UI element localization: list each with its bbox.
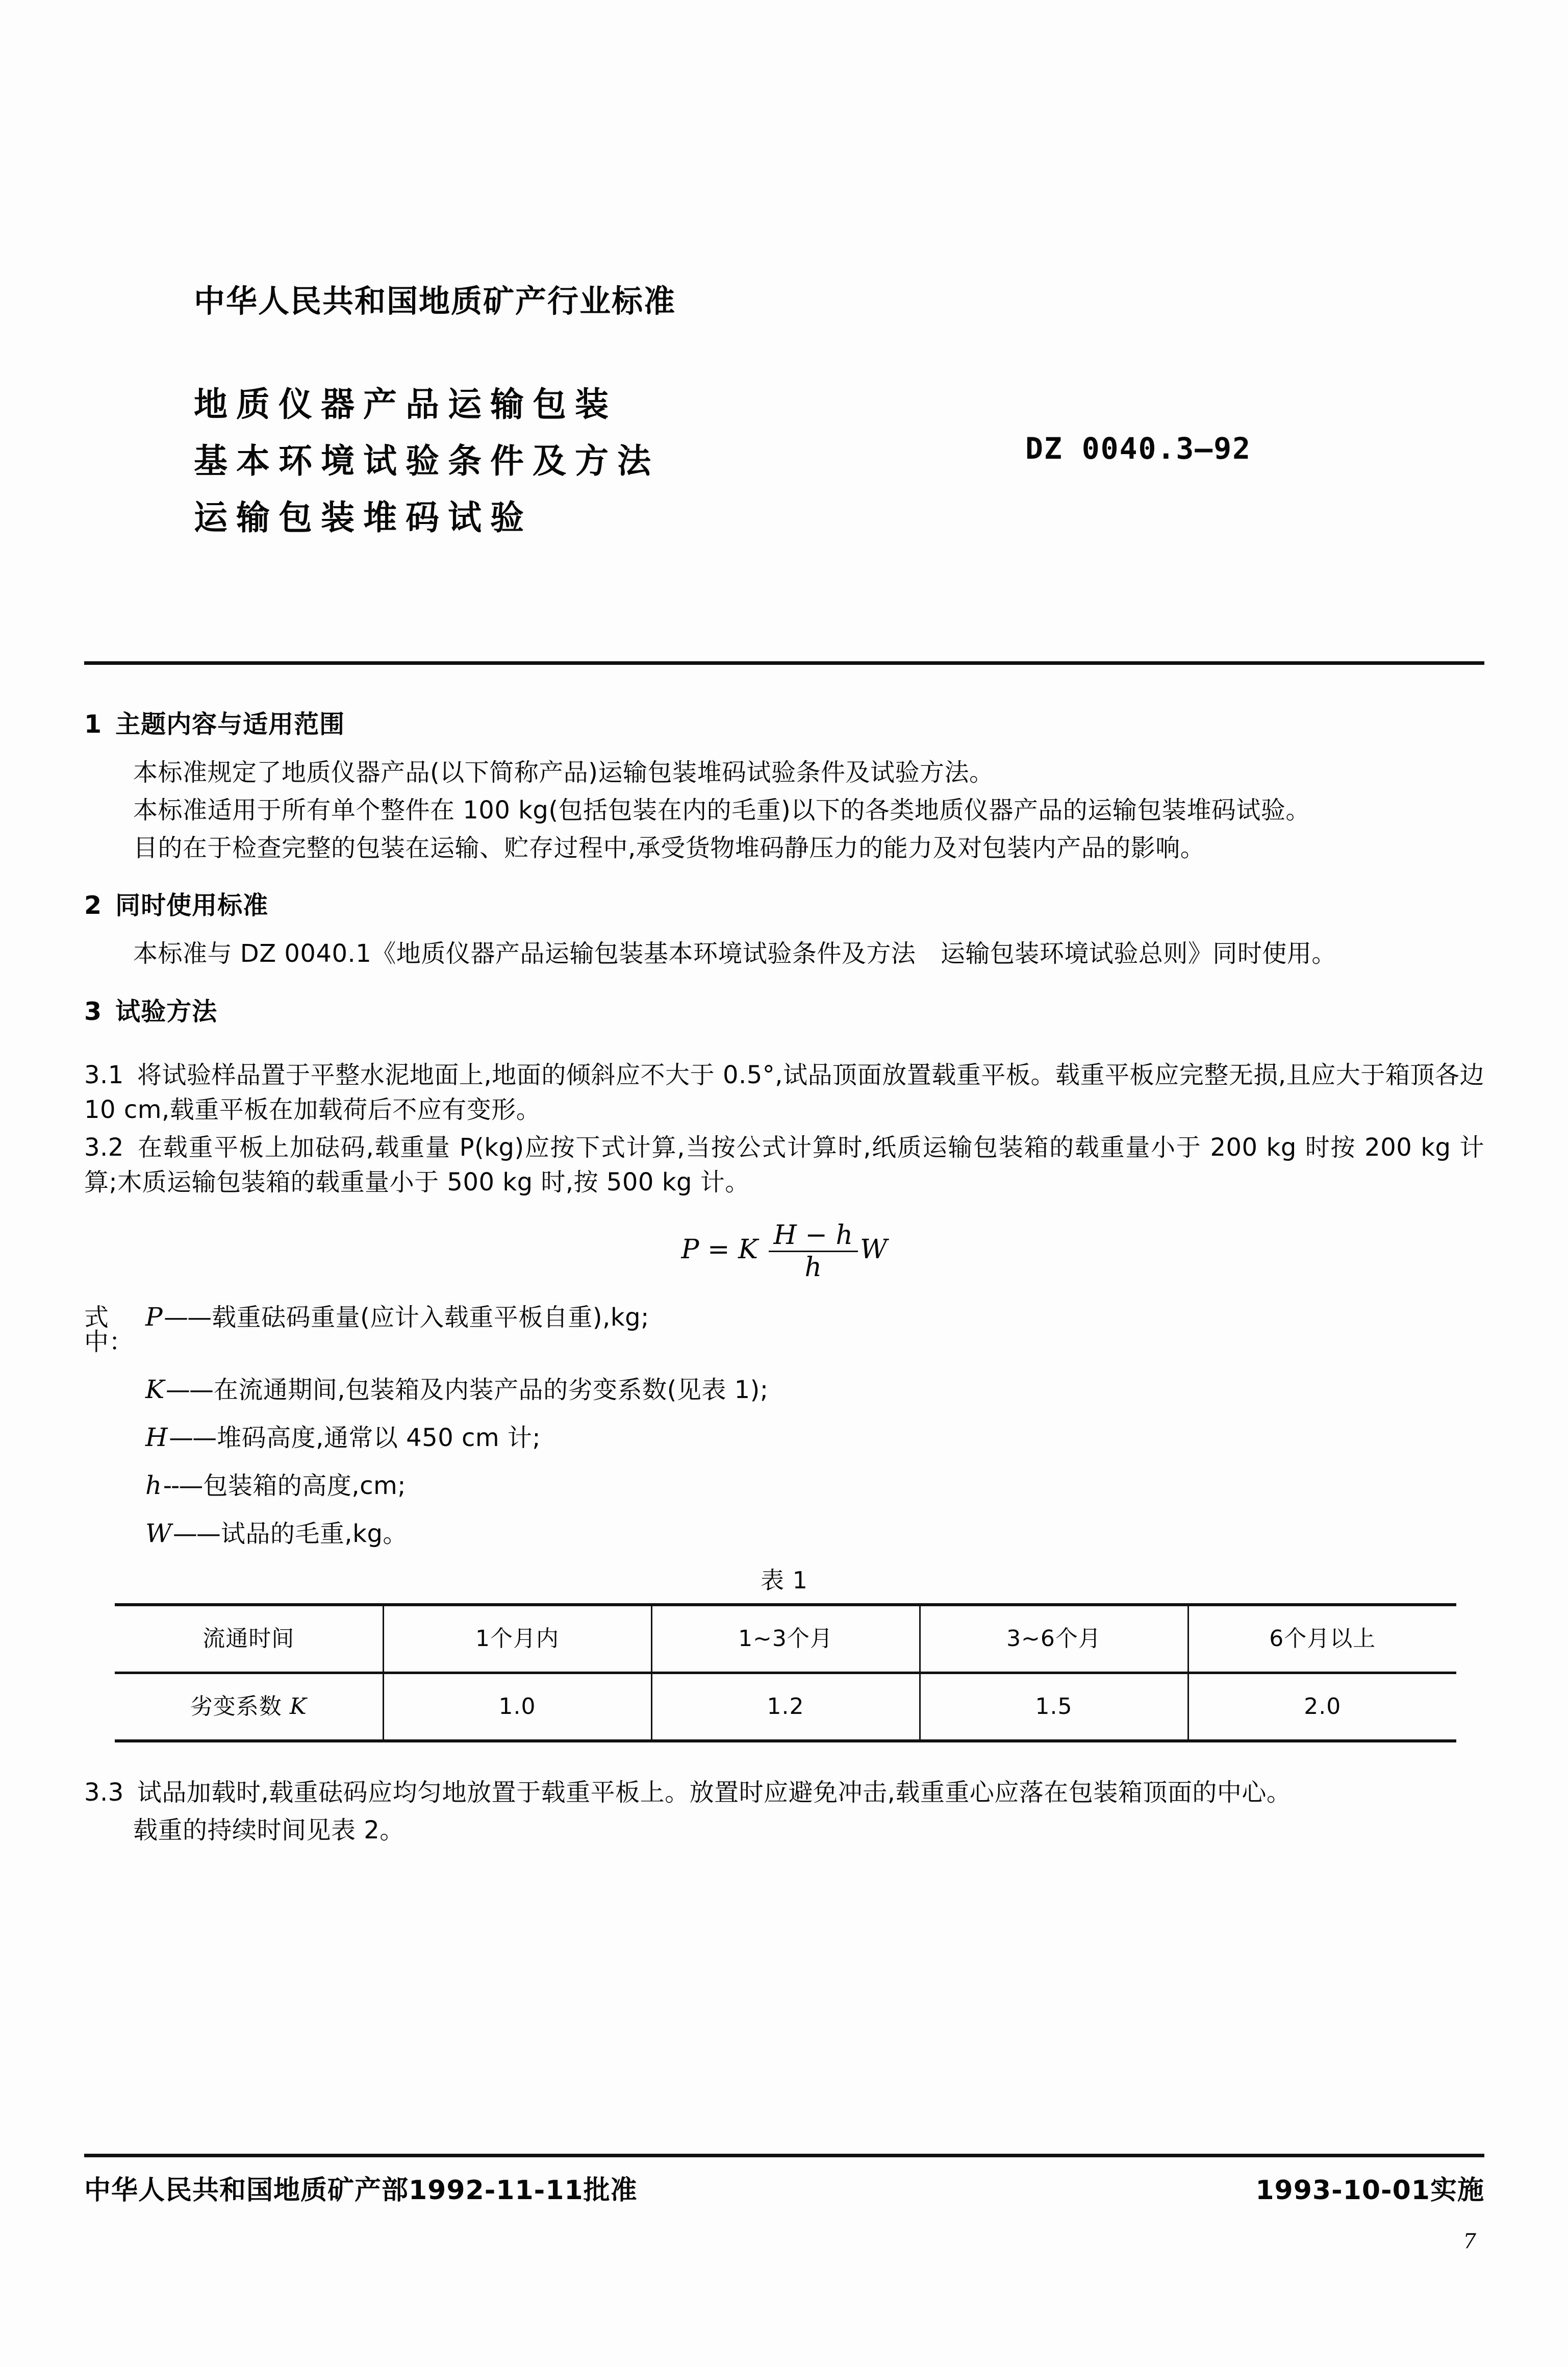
masthead-title: 中华人民共和国地质矿产行业标准 [194, 283, 676, 319]
footer-divider-rule [84, 2154, 1484, 2157]
clause-3-3 [84, 1775, 1484, 1810]
coefficient-symbol-k: K [289, 1693, 307, 1720]
symbol-text-h-lower: 包装箱的高度,cm; [203, 1472, 406, 1501]
symbol-k: K [145, 1375, 165, 1405]
stacking-load-formula [84, 1222, 1484, 1281]
symbol-w: W [145, 1518, 172, 1549]
page-footer [84, 2169, 1484, 2207]
table-row-label-coefficient [115, 1673, 383, 1741]
symbol-p: P [145, 1302, 163, 1332]
table-cell-value-4: 2.0 [1188, 1673, 1456, 1741]
symbol-dash-p: —— [164, 1303, 211, 1332]
coefficient-label-text: 劣变系数 [190, 1693, 290, 1720]
formula-numerator: H − h [769, 1222, 858, 1252]
formula-fraction [769, 1222, 858, 1281]
table-1-caption: 表 1 [761, 1566, 808, 1594]
formula-lhs: P [681, 1234, 699, 1265]
spacer-before-3-1 [84, 1042, 1484, 1058]
section-title-3: 试验方法 [115, 996, 218, 1026]
symbol-h-upper: H [145, 1423, 168, 1453]
symbol-dash-h-lower: --— [163, 1472, 203, 1501]
standard-title-line-3: 运输包装堆码试验 [194, 498, 533, 537]
where-lead-label: 式中： [84, 1303, 134, 1357]
clause-3-3-label: 3.3 [84, 1778, 124, 1807]
table-cell-value-2: 1.2 [651, 1673, 920, 1741]
header-divider-rule [84, 661, 1484, 665]
section-number-1: 1 [84, 710, 103, 739]
clause-3-1-label: 3.1 [84, 1060, 124, 1089]
section-number-3: 3 [84, 996, 103, 1026]
symbol-definition-row [84, 1518, 1484, 1549]
spacer-after-section-2 [84, 975, 1484, 999]
section-2-paragraph-1: 本标准与 DZ 0040.1《地质仪器产品运输包装基本环境试验条件及方法 运输包装环境试验总则》同时使用。 [133, 939, 1336, 968]
table-cell-value-3: 1.5 [920, 1673, 1188, 1741]
symbol-definition-row [84, 1302, 1484, 1357]
section-1-paragraph-3: 目的在于检查完整的包装在运输、贮存过程中,承受货物堆码静压力的能力及对包装内产品的影响。 [133, 834, 1205, 863]
symbol-text-p: 载重砝码重量(应计入载重平板自重),kg; [212, 1303, 649, 1332]
section-title-2: 同时使用标准 [115, 891, 269, 920]
section-1-paragraph-2: 本标准适用于所有单个整件在 100 kg(包括包装在内的毛重)以下的各类地质仪器产品的运输包装堆码试验。 [133, 796, 1310, 825]
table-header-col-2: 1~3个月 [651, 1605, 920, 1673]
table-row [115, 1673, 1456, 1741]
section-heading-1 [84, 712, 1484, 737]
footer-effective-date: 1993-10-01实施 [1255, 2175, 1484, 2206]
symbol-dash-h-upper: —— [169, 1424, 216, 1453]
formula-equals: = [707, 1234, 730, 1265]
section-number-2: 2 [84, 891, 103, 920]
symbol-text-h-upper: 堆码高度,通常以 450 cm 计; [217, 1424, 541, 1453]
section-title-1: 主题内容与适用范围 [115, 710, 345, 739]
symbol-definition-row [84, 1423, 1484, 1453]
standard-title-line-2: 基本环境试验条件及方法 [194, 441, 660, 481]
table-row [115, 1605, 1456, 1673]
section-1-paragraph-1: 本标准规定了地质仪器产品(以下简称产品)运输包装堆码试验条件及试验方法。 [133, 758, 994, 787]
spacer-after-table-1 [84, 1742, 1484, 1775]
table-header-circulation-time: 流通时间 [115, 1605, 383, 1673]
clause-3-2-label: 3.2 [84, 1133, 124, 1162]
clause-3-2-text: 在载重平板上加砝码,载重量 P(kg)应按下式计算,当按公式计算时,纸质运输包装箱的载重量小于 200 kg 时按 200 kg 计算;木质运输包装箱的载重量小于 500 kg 时,按 500 kg 计。 [84, 1133, 1484, 1197]
formula-weight-w: W [860, 1234, 888, 1265]
table-cell-value-1: 1.0 [383, 1673, 651, 1741]
document-body [84, 712, 1484, 1851]
standard-title-block [194, 385, 857, 558]
page-number: 7 [1463, 2230, 1476, 2253]
symbol-h-lower: h [145, 1471, 162, 1501]
table-header-col-4: 6个月以上 [1188, 1605, 1456, 1673]
symbol-dash-w: —— [172, 1519, 220, 1549]
standard-title-line-1: 地质仪器产品运输包装 [194, 385, 617, 424]
clause-3-3-followup: 载重的持续时间见表 2。 [133, 1816, 404, 1845]
formula-coefficient-k: K [738, 1234, 758, 1265]
symbol-text-k: 在流通期间,包装箱及内装产品的劣变系数(见表 1); [213, 1376, 769, 1405]
clause-3-2 [84, 1130, 1484, 1200]
section-heading-3 [84, 996, 1484, 1026]
table-header-col-3: 3~6个月 [920, 1605, 1188, 1673]
symbol-definition-row [84, 1471, 1484, 1501]
standard-number: DZ 0040.3—92 [1025, 431, 1252, 466]
clause-3-1 [84, 1058, 1484, 1127]
symbol-definition-list [84, 1302, 1484, 1549]
footer-approval-text: 中华人民共和国地质矿产部1992-11-11批准 [84, 2175, 638, 2206]
table-header-col-1: 1个月内 [383, 1605, 651, 1673]
formula-denominator: h [804, 1252, 822, 1283]
symbol-definition-row [84, 1375, 1484, 1405]
section-heading-2 [84, 893, 1484, 918]
symbol-text-w: 试品的毛重,kg。 [220, 1519, 408, 1549]
clause-3-3-text: 试品加载时,载重砝码应均匀地放置于载重平板上。放置时应避免冲击,载重重心应落在包装箱顶面的中心。 [137, 1778, 1292, 1807]
deterioration-coefficient-table [115, 1603, 1456, 1742]
clause-3-1-text: 将试验样品置于平整水泥地面上,地面的倾斜应不大于 0.5°,试品顶面放置载重平板。载重平板应完整无损,且应大于箱顶各边 10 cm,载重平板在加载荷后不应有变形。 [84, 1060, 1484, 1124]
spacer-after-section-1 [84, 868, 1484, 893]
symbol-dash-k: —— [165, 1376, 213, 1405]
